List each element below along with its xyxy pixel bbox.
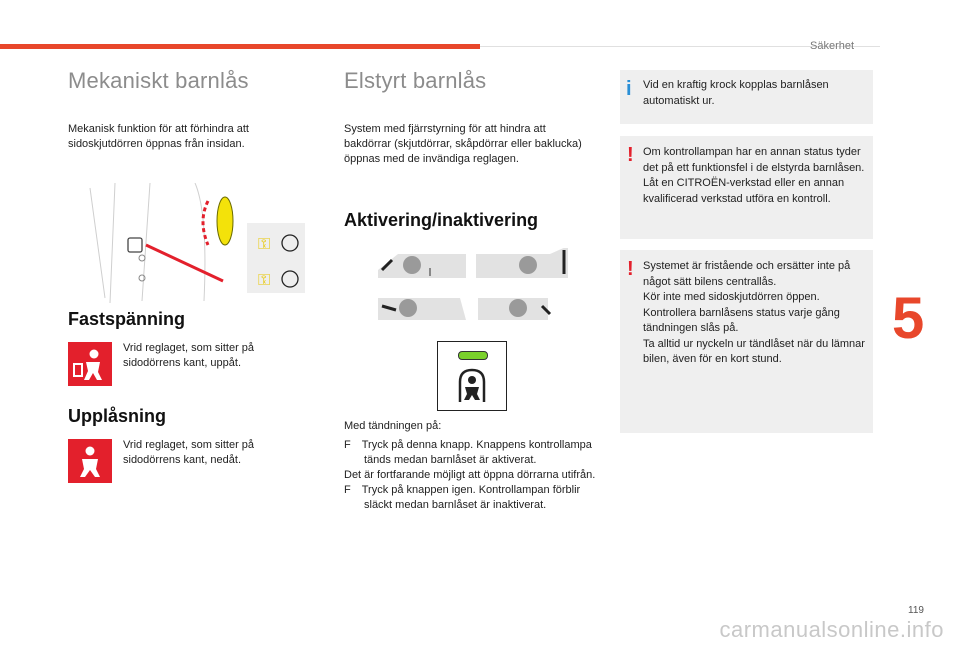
ignition-on-lead: Med tändningen på: [344, 420, 442, 432]
child-lock-activate-tile [68, 342, 112, 386]
child-lock-icon [68, 342, 112, 386]
child-lock-button [437, 341, 507, 411]
note-crash [620, 70, 873, 124]
svg-text:⚿: ⚿ [258, 234, 271, 253]
header-accent-bar [0, 44, 480, 49]
unlocking-heading: Upplåsning [68, 406, 166, 426]
door-lock-drawing [80, 183, 305, 303]
electric-lock-title: Elstyrt barnlås [344, 68, 487, 93]
note-lamp-status [620, 136, 873, 239]
warning-icon: ! [627, 144, 634, 166]
vehicle-doors-drawing [378, 248, 570, 328]
unlocking-text: Vrid reglaget, som sitter på sidodörrens kant, nedåt. [123, 439, 255, 466]
page-number: 119 [908, 605, 924, 616]
indicator-lamp [458, 351, 488, 360]
mechanical-lock-title: Mekaniskt barnlås [68, 68, 249, 93]
note-lamp-status-text: Om kontrollampan har en annan status tyder det på ett funktionsfel i de elstyrda barnlåsen. Låt en CITROËN-verkstad eller en annan kvalificerad verkstad utföra en kontroll. [643, 146, 865, 205]
note-crash-text: Vid en kraftig krock kopplas barnlåsen automatiskt ur. [643, 79, 829, 107]
electric-lock-intro: System med fjärrstyrning för att hindra att bakdörrar (skjutdörrar, skåpdörrar eller baklucka) öppnas med de invändiga reglagen. [344, 123, 582, 165]
svg-text:⚿: ⚿ [258, 270, 271, 289]
section-name: Säkerhet [810, 40, 855, 52]
watermark: carmanualsonline.info [719, 617, 944, 642]
door-lock-illustration [80, 183, 305, 303]
fastening-text: Vrid reglaget, som sitter på sidodörrens kant, uppåt. [123, 342, 255, 369]
child-lock-button-icon [456, 368, 488, 402]
instruction-press-on: F Tryck på denna knapp. Knappens kontrollampa tänds medan barnlåset är aktiverat. [344, 439, 592, 466]
vehicle-doors-illustration [378, 248, 570, 328]
mechanical-lock-intro: Mekanisk funktion för att förhindra att sidoskjutdörren öppnas från insidan. [68, 123, 249, 150]
note-independent-system [620, 250, 873, 433]
note-independent-system-text: Systemet är fristående och ersätter inte på något sätt bilens centrallås. Kör inte med sidoskjutdörren öppen. Kontrollera barnlåsens status varje gång tändningen slås på. Ta alltid ur nyckeln ur tändlåset när du lämnar bilen, även för en kort stund. [643, 260, 865, 365]
warning-icon: ! [627, 258, 634, 280]
instruction-list [344, 438, 600, 513]
chapter-number: 5 [892, 286, 925, 351]
activation-heading: Aktivering/inaktivering [344, 210, 539, 230]
child-lock-deactivate-tile [68, 439, 112, 483]
instruction-press-off: F Tryck på knappen igen. Kontrollampan förblir släckt medan barnlåset är inaktiverat. [344, 484, 581, 511]
info-icon: i [626, 78, 632, 100]
instruction-outside-open: Det är fortfarande möjligt att öppna dörrarna utifrån. [344, 469, 596, 481]
fastening-heading: Fastspänning [68, 309, 186, 329]
child-icon [68, 439, 112, 483]
